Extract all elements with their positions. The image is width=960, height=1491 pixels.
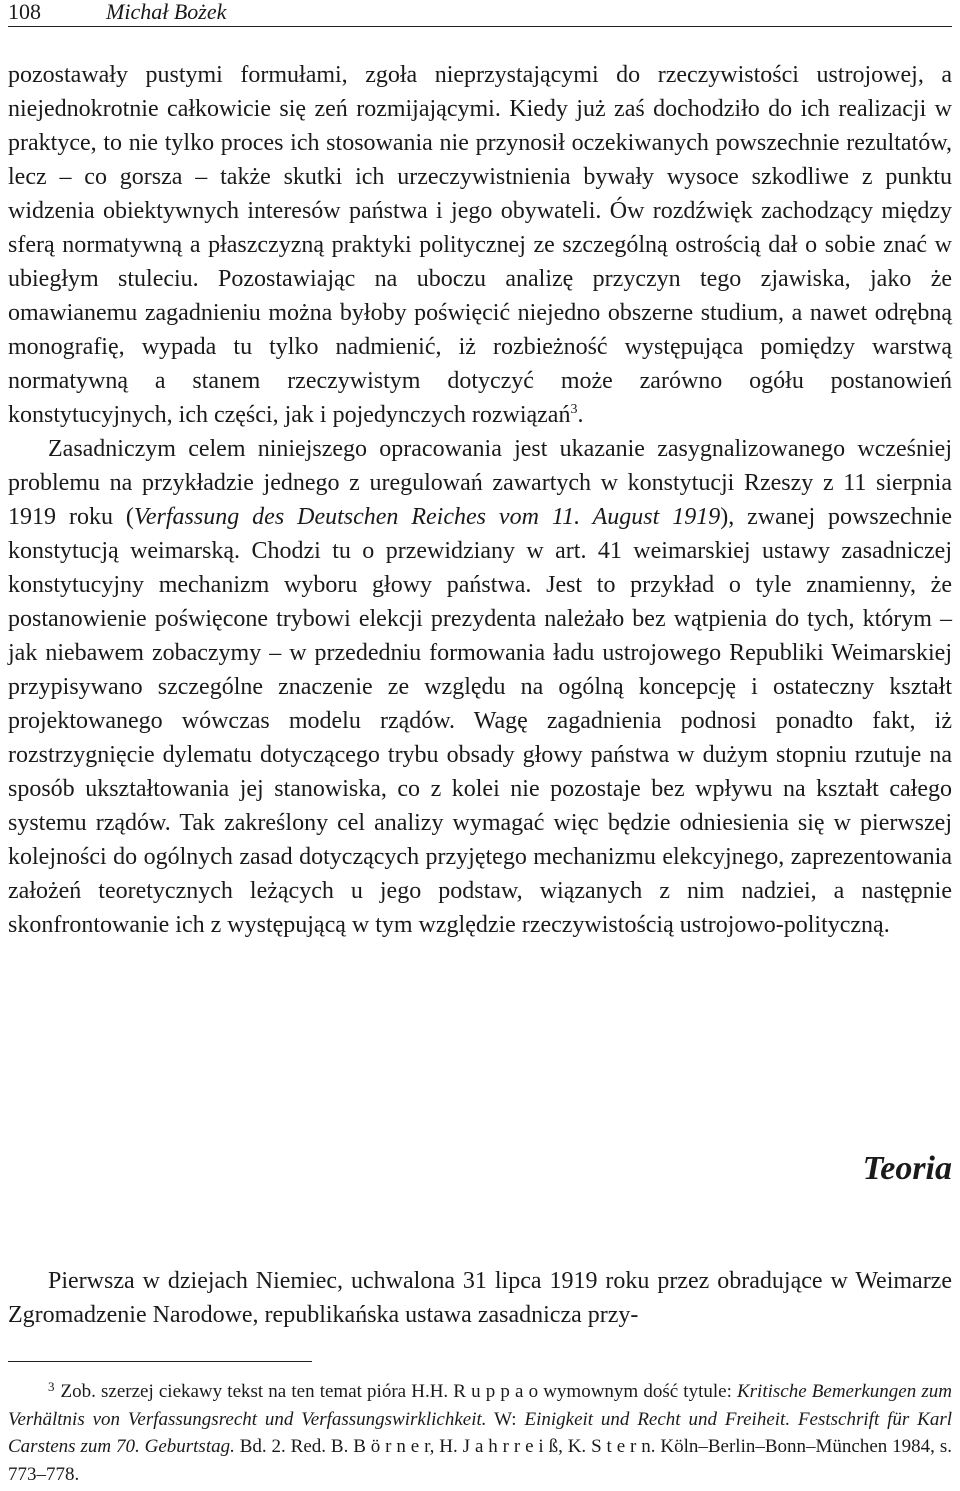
footnote — [8, 1378, 952, 1488]
footnote-3 — [8, 1378, 952, 1488]
paragraph-1 — [8, 58, 952, 432]
section-heading: Teoria — [862, 1150, 952, 1187]
footnote-text-b: o wymownym dość tytule: — [523, 1381, 737, 1402]
page-number: 108 — [8, 0, 41, 24]
footnote-article-title: Kritische Bemerkungen zum Verhältnis von Verfassungsrecht und Verfassungswirklichkeit. — [8, 1381, 952, 1430]
footnote-editor-1: B ö r n e r — [353, 1436, 430, 1457]
paragraph-2-text-end: ), zwanej powszechnie konstytucją weimarską. Chodzi tu o przewidziany w art. 41 weimarskiej ustawy zasadniczej konstytucyjny mechanizm wyboru głowy państwa. Jest to przykład o tyle znamienny, że postanowienie poświęcone trybowi elekcji prezydenta należało bez wątpienia do tych, którym – jak niebawem zobaczymy – w przededniu formowania ładu ustrojowego Republiki Weimarskiej przypisywano szczególne znaczenie ze względu na ogólną koncepcję i ostateczny kształt projektowanego wówczas modelu rządów. Wagę zagadnienia podnosi ponadto fakt, iż rozstrzygnięcie dylematu dotyczącego trybu obsady głowy państwa w dużym stopniu rzutuje na sposób ukształtowania jej stanowiska, co z kolei nie pozostaje bez wpływu na kształt całego systemu rządów. Tak zakreślony cel analizy wymagać więc będzie odniesienia się w pierwszej kolejności do ogólnych zasad dotyczących przyjętego mechanizmu elekcyjnego, zaprezentowania założeń teoretycznych leżących u jego podstaw, wiązanych z nim nadziei, a następnie skonfrontowanie ich z występującą w tym względzie rzeczywistością ustrojowo-polityczną. — [8, 504, 953, 938]
paragraph-1-text: pozostawały pustymi formułami, zgoła nieprzystającymi do rzeczywistości ustrojowej, a niejednokrotnie całkowicie się zeń rozmijającymi. Kiedy już zaś dochodziło do ich realizacji w praktyce, to nie tylko proces ich stosowania nie przynosił oczekiwanych powszechnie rezultatów, lecz – co gorsza – także skutki ich urzeczywistnienia bywały wysoce szkodliwe z punktu widzenia obiektywnych interesów państwa i jego obywateli. Ów rozdźwięk zachodzący między sferą normatywną a płaszczyzną praktyki politycznej ze szczególną ostrością dał o sobie znać w ubiegłym stuleciu. Pozostawiając na uboczu analizę przyczyn tego zjawiska, jako że omawianemu zagadnieniu można byłoby poświęcić niejedno obszerne studium, a nawet odrębną monografię, wypada tu tylko nadmienić, iż rozbieżność występująca pomiędzy warstwą normatywną a stanem rzeczywistym dotyczyć może zarówno ogółu postanowień konstytucyjnych, ich części, jak i pojedynczych rozwiązań — [8, 62, 952, 428]
main-text — [8, 58, 952, 942]
running-header — [8, 0, 952, 27]
footnote-text-f: , K. — [558, 1436, 592, 1457]
footnote-editor-2: J a h r r e i ß — [462, 1436, 559, 1457]
paragraph-1-end: . — [577, 402, 584, 428]
paragraph-3: Pierwsza w dziejach Niemiec, uchwalona 31 lipca 1919 roku przez obradujące w Weimarze Zgromadzenie Narodowe, republikańska ustawa zasadnicza przy- — [8, 1268, 952, 1328]
footnote-book-title: Einigkeit und Recht und Freiheit. Festschrift für Karl Carstens zum 70. Geburtstag. — [8, 1408, 953, 1457]
footnote-text-e: , H. — [429, 1436, 463, 1457]
footnote-text-c: W: — [486, 1408, 525, 1430]
footnote-text-g: . Köln–Berlin–Bonn–München 1984, s. 773–778. — [8, 1436, 952, 1485]
paragraph-2-text-start: Zasadniczym celem niniejszego opracowania jest ukazanie zasygnalizowanego wcześniej problemu na przykładzie jednego z uregulowań zawartych w konstytucji Rzeszy z 11 sierpnia 1919 roku ( — [8, 436, 952, 530]
constitution-title-german: Verfassung des Deutschen Reiches vom 11. August 1919 — [133, 504, 721, 530]
footnote-divider — [8, 1361, 312, 1362]
running-head-author: Michał Bożek — [106, 0, 227, 24]
footnote-editor-3: S t e r n — [591, 1436, 651, 1457]
footnote-number: 3 — [48, 1379, 55, 1394]
footnote-reference: 3 — [570, 402, 578, 417]
footnote-text-d: Bd. 2. Red. B. — [234, 1436, 354, 1457]
section-text — [8, 1264, 952, 1332]
footnote-text-a: Zob. szerzej ciekawy tekst na ten temat pióra H.H. — [60, 1381, 454, 1402]
paragraph-2 — [8, 432, 952, 942]
footnote-author-name: R u p p a — [453, 1381, 524, 1402]
